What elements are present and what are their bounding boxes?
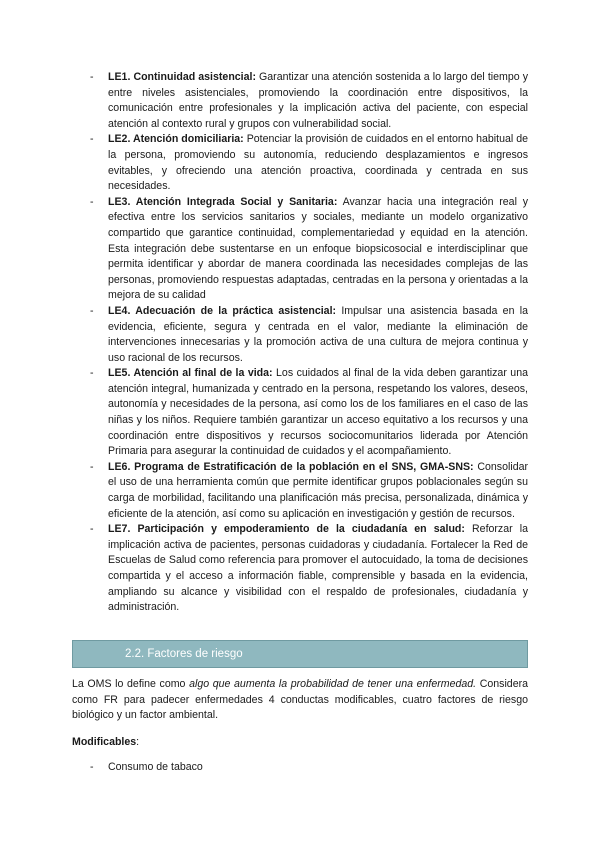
line-text: Consolidar el uso de una herramienta común que permite identificar grupos poblacionales según su carga de morbilidad, facilitando una planificación más precisa, personalizada, dinámica y eficiente de la atención, así como su aplicación en investigación y gestión de recursos.	[108, 460, 529, 520]
intro-definition: algo que aumenta la probabilidad de tener una enfermedad.	[189, 678, 477, 690]
line-code: LE4	[108, 304, 128, 317]
line-heading: Continuidad asistencial:	[133, 71, 256, 83]
list-item	[72, 760, 528, 776]
modifiable-title: Modificables	[72, 736, 137, 748]
line-heading: Atención Integrada Social y Sanitaria:	[135, 195, 338, 208]
strategy-line-item: - LE2. Atención domiciliaria: Potenciar la provisión de cuidados en el entorno habitual de la persona, promoviendo su autonomía, reduciendo desplazamientos e ingresos evitables, y ofreciendo una atención proactiva, coordinada y centrada en sus necesidades.	[90, 133, 529, 193]
intro-paragraph	[72, 677, 528, 724]
line-text: Potenciar la provisión de cuidados en el entorno habitual de la persona, promoviendo su autonomía, reduciendo desplazamientos e ingresos evitables, y ofreciendo una atención proactiva, coordinada y centrada en sus necesidades.	[108, 133, 529, 193]
strategy-line-item: - LE3. Atención Integrada Social y Sanitaria: Avanzar hacia una integración real y efectiva entre los servicios sanitarios y sociales, mediante un modelo organizativo compartido que garantice continuidad, complementariedad y equidad en la atención. Esta integración debe sustentarse en un enfoque biopsicosocial e interdisciplinar que permita identificar y abordar de manera coordinada las necesidades complejas de las personas, promoviendo respuestas adaptadas, centradas en la persona y orientadas a la mejora de su calidad	[90, 195, 529, 302]
line-text: Los cuidados al final de la vida deben garantizar una atención integral, humanizada y centrado en la persona, respetando los valores, deseos, autonomía y necesidades de la persona, así como los de los familiares en el caso de las niñas y los niños. Requiere también garantizar un acceso equitativo a los recursos y una coordinación entre dispositivos y recursos sociocomunitarios liderada por Atención Primaria para asegurar la continuidad de cuidados y el acompañamiento.	[108, 367, 528, 458]
line-heading: Atención al final de la vida:	[133, 367, 273, 380]
list-dash: -	[90, 460, 94, 473]
line-text: Impulsar una asistencia basada en la evidencia, eficiente, segura y centrada en el valor, mediante la eliminación de intervenciones innecesarias y la promoción activa de una cultura de mejora continua y uso racional de los recursos.	[108, 304, 528, 364]
modifiable-colon: :	[136, 736, 140, 748]
line-heading: Participación y empoderamiento de la ciudadanía en salud:	[137, 523, 465, 536]
modifiable-list	[72, 760, 528, 776]
strategy-line-item: - LE4. Adecuación de la práctica asistencial: Impulsar una asistencia basada en la evidencia, eficiente, segura y centrada en el valor, mediante la eliminación de intervenciones innecesarias y la promoción activa de una cultura de mejora continua y uso racional de los recursos.	[90, 304, 528, 364]
strategy-lines-list	[72, 70, 528, 616]
intro-before: La OMS lo define como	[72, 678, 190, 690]
line-heading: Programa de Estratificación de la población en el SNS, GMA-SNS:	[134, 460, 474, 473]
strategy-line-item: - LE5. Atención al final de la vida: Los cuidados al final de la vida deben garantizar una atención integral, humanizada y centrado en la persona, respetando los valores, deseos, autonomía y necesidades de la persona, así como los de los familiares en el caso de las niñas y los niños. Requiere también garantizar un acceso equitativo a los recursos y una coordinación entre dispositivos y recursos sociocomunitarios liderada por Atención Primaria para asegurar la continuidad de cuidados y el acompañamiento.	[90, 367, 528, 458]
list-dash: -	[90, 523, 94, 536]
line-code: LE1	[108, 71, 128, 83]
section-header-bar	[72, 640, 528, 668]
list-dash: -	[90, 195, 94, 208]
line-code: LE3	[108, 195, 128, 208]
list-dash: -	[90, 133, 94, 146]
line-heading: Adecuación de la práctica asistencial:	[135, 304, 337, 317]
intro-after: Considera como FR para padecer enfermedades 4 conductas modificables, cuatro factores de riesgo biológico y un factor ambiental.	[72, 678, 529, 722]
section-title: 2.2. Factores de riesgo	[125, 648, 243, 660]
line-text: Reforzar la implicación activa de pacientes, personas cuidadoras y ciudadanía. Fortalecer la Red de Escuelas de Salud como referencia para promover el autocuidado, la toma de decisiones compartida y el acceso a información fiable, comprensible y basada en la evidencia, ampliando su alcance y visibilidad con el respaldo de profesionales, ciudadanía y administración.	[108, 523, 528, 614]
list-dash: -	[90, 761, 94, 773]
strategy-line-item: - LE1. Continuidad asistencial: Garantizar una atención sostenida a lo largo del tiempo y entre niveles asistenciales, promoviendo la coordinación entre dispositivos, la comunicación entre profesionales y la implicación activa del paciente, con especial atención al contexto rural y grupos con vulnerabilidad social.	[90, 71, 528, 130]
list-dash: -	[90, 367, 94, 380]
modifiable-item-text: Consumo de tabaco	[108, 761, 203, 773]
list-dash: -	[90, 71, 94, 83]
line-code: LE7	[108, 523, 128, 536]
line-code: LE6	[108, 460, 128, 473]
line-heading: Atención domiciliaria:	[132, 133, 244, 146]
line-code: LE2	[108, 133, 128, 146]
line-code: LE5	[108, 367, 128, 380]
line-text: Garantizar una atención sostenida a lo largo del tiempo y entre niveles asistenciales, promoviendo la coordinación entre dispositivos, la comunicación entre profesionales y la implicación activa del paciente, con especial atención al contexto rural y grupos con vulnerabilidad social.	[108, 71, 528, 130]
line-text: Avanzar hacia una integración real y efectiva entre los servicios sanitarios y sociales, mediante un modelo organizativo compartido que garantice continuidad, complementariedad y equidad en la atención. Esta integración debe sustentarse en un enfoque biopsicosocial e interdisciplinar que permita identificar y abordar de manera coordinada las necesidades complejas de las personas, promoviendo respuestas adaptadas, centradas en la persona y orientadas a la mejora de su calidad	[108, 195, 529, 302]
list-dash: -	[90, 304, 94, 317]
modifiable-heading	[72, 735, 139, 751]
strategy-line-item: - LE7. Participación y empoderamiento de la ciudadanía en salud: Reforzar la implicación activa de pacientes, personas cuidadoras y ciudadanía. Fortalecer la Red de Escuelas de Salud como referencia para promover el autocuidado, la toma de decisiones compartida y el acceso a información fiable, comprensible y basada en la evidencia, ampliando su alcance y visibilidad con el respaldo de profesionales, ciudadanía y administración.	[90, 523, 528, 614]
strategy-line-item: - LE6. Programa de Estratificación de la población en el SNS, GMA-SNS: Consolidar el uso de una herramienta común que permite identificar grupos poblacionales según su carga de morbilidad, facilitando una planificación más precisa, personalizada, dinámica y eficiente de la atención, así como su aplicación en investigación y gestión de recursos.	[90, 460, 529, 520]
